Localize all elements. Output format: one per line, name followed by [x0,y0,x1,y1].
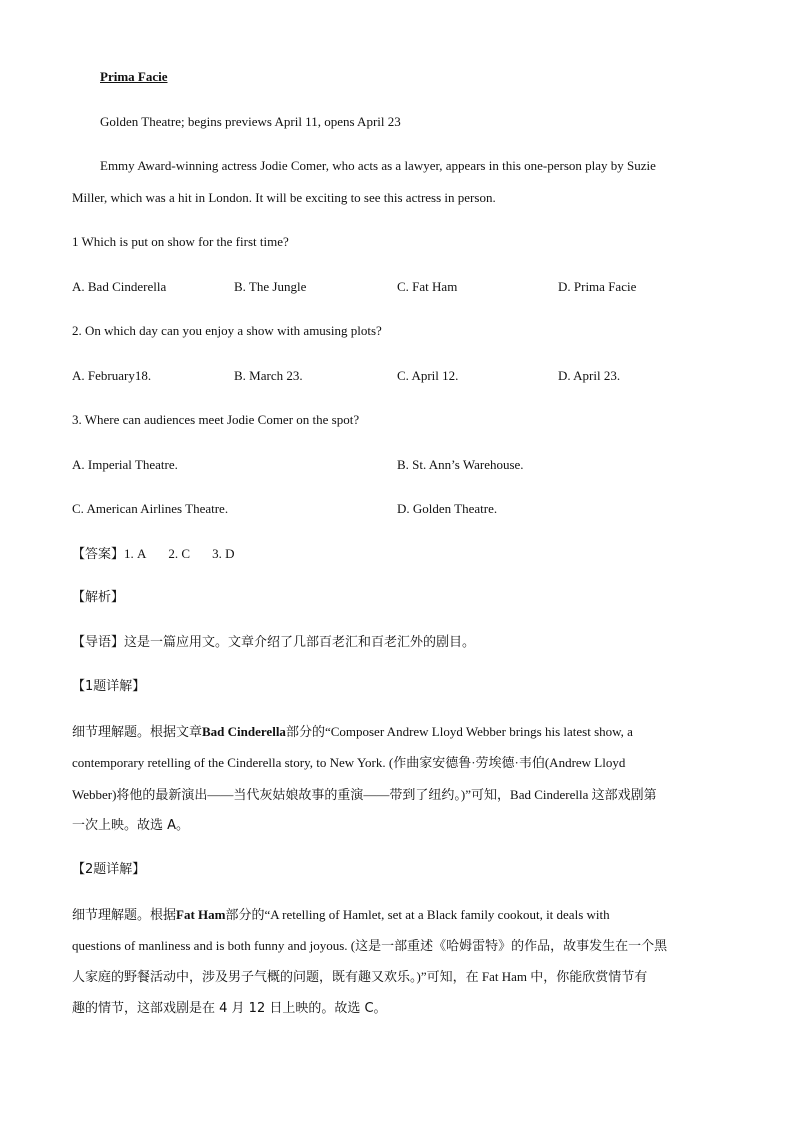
question-1-detail-line-1 [72,723,633,742]
question-2-option-d: D. April 23. [558,368,621,383]
question-1-stem: 1 Which is put on show for the first time? [72,234,289,249]
analysis-label: 【解析】 [72,590,125,605]
question-3-option-a: A. Imperial Theatre. [72,457,178,472]
question-1-option-a: A. Bad Cinderella [72,279,167,294]
analysis-intro: 【导语】这是一篇应用文。文章介绍了几部百老汇和百老汇外的剧目。 [72,635,476,650]
question-1-detail-label: 【1题详解】 [72,679,146,694]
question-1-option-c: C. Fat Ham [397,279,458,294]
q2-detail-section-name: Fat Ham [176,907,226,922]
question-2-detail-label: 【2题详解】 [72,862,146,877]
passage-title: Prima Facie [100,69,168,84]
question-2-option-a: A. February18. [72,368,152,383]
q1-detail-section-name: Bad Cinderella [202,724,286,739]
question-2-stem: 2. On which day can you enjoy a show with amusing plots? [72,323,382,338]
question-1-detail-line-4: 一次上映。故选 A。 [72,818,190,833]
question-2-option-b: B. March 23. [234,368,303,383]
answer-2: 2. C [168,546,191,561]
question-3-option-c: C. American Airlines Theatre. [72,501,229,516]
question-2-detail-line-2: questions of manliness and is both funny and joyous. (这是一部重述《哈姆雷特》的作品，故事发生在一个黑 [72,938,668,953]
q1-detail-text-c: 部分的“Composer Andrew Lloyd Webber brings his latest show, a [285,724,633,739]
q2-detail-text-a: 细节理解题。根据 [72,908,177,923]
question-2-option-c: C. April 12. [397,368,459,383]
question-2-detail-line-3: 人家庭的野餐活动中，涉及男子气概的问题，既有趣又欢乐。)”可知，在 Fat Ham 中，你能欣赏情节有 [72,969,648,984]
question-1-detail-line-3: Webber)将他的最新演出——当代灰姑娘故事的重演——带到了纽约。)”可知，Bad Cinderella 这部戏剧第 [72,787,657,802]
question-1-option-d: D. Prima Facie [558,279,637,294]
question-1-option-b: B. The Jungle [234,279,307,294]
question-3-option-b: B. St. Ann’s Warehouse. [397,457,524,472]
passage-description-line-1: Emmy Award-winning actress Jodie Comer, who acts as a lawyer, appears in this one-person play by Suzie [100,158,656,173]
question-2-detail-line-4: 趣的情节，这部戏剧是在 4 月 12 日上映的。故选 C。 [72,1001,387,1016]
question-2-detail-line-1 [72,906,610,925]
answer-3: 3. D [212,546,235,561]
q2-detail-text-c: 部分的“A retelling of Hamlet, set at a Black family cookout, it deals with [225,907,610,922]
passage-venue: Golden Theatre; begins previews April 11, opens April 23 [100,114,401,129]
q1-detail-text-a: 细节理解题。根据文章 [72,725,203,740]
question-3-option-d: D. Golden Theatre. [397,501,498,516]
question-1-detail-line-2: contemporary retelling of the Cinderella story, to New York. (作曲家安德鲁·劳埃德·韦伯(Andrew Lloyd [72,755,626,770]
passage-description-line-2: Miller, which was a hit in London. It will be exciting to see this actress in person. [72,190,496,205]
answer-line [72,545,234,564]
answer-1: 1. A [124,546,147,561]
question-3-stem: 3. Where can audiences meet Jodie Comer on the spot? [72,412,360,427]
answer-label: 【答案】 [72,547,125,562]
